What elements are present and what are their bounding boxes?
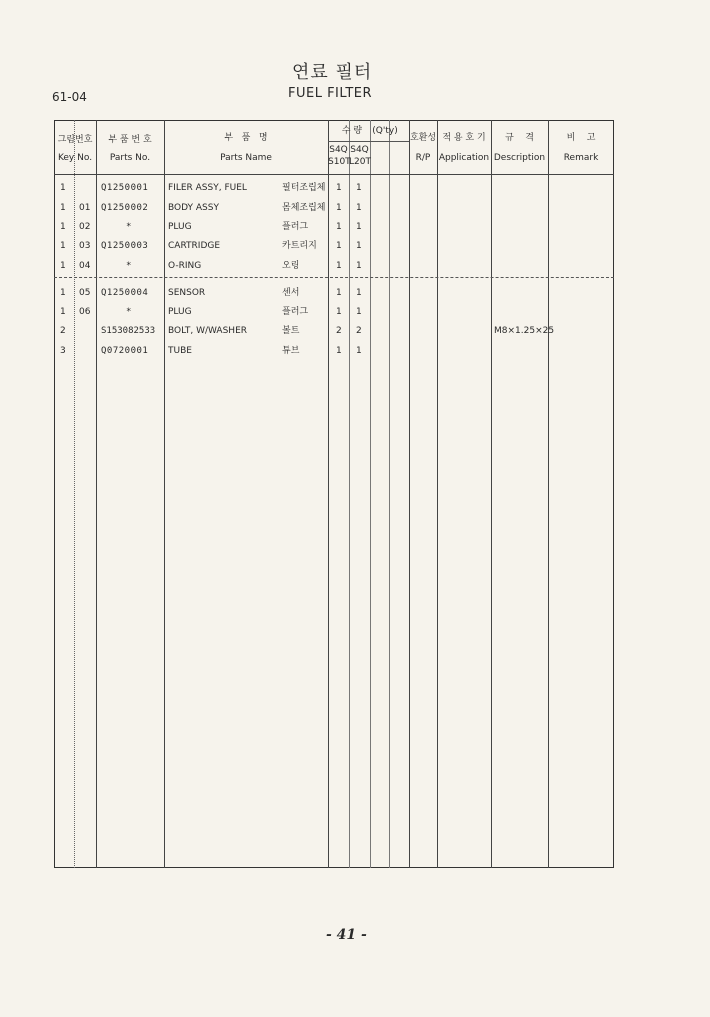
header-key-ko: 그림번호	[57, 135, 93, 145]
row-part-no: Q1250001	[101, 183, 149, 193]
row-qty-b: 1	[356, 261, 362, 271]
row-name-en: BOLT, W/WASHER	[168, 326, 248, 336]
row-name-ko: 튜브	[282, 346, 300, 356]
row-key: 3	[60, 346, 66, 356]
header-partsname-en: Parts Name	[220, 153, 272, 163]
row-qty-a: 1	[336, 241, 342, 251]
row-qty-b: 1	[356, 203, 362, 213]
row-sub: 04	[79, 261, 91, 271]
row-key: 1	[60, 288, 66, 298]
header-app-en: Application	[438, 153, 490, 163]
row-name-en: PLUG	[168, 307, 192, 317]
header-desc-ko: 규 격	[505, 133, 534, 143]
row-qty-b: 1	[356, 288, 362, 298]
row-name-en: SENSOR	[168, 288, 206, 298]
col-divider	[409, 120, 410, 868]
row-name-en: BODY ASSY	[168, 203, 219, 213]
qty-subheader-rule	[328, 141, 409, 142]
header-key-en: Key No.	[57, 153, 93, 163]
row-qty-b: 1	[356, 183, 362, 193]
row-name-ko: 볼트	[282, 326, 300, 336]
row-qty-a: 1	[336, 307, 342, 317]
col-divider	[96, 120, 97, 868]
row-qty-b: 1	[356, 307, 362, 317]
row-key: 1	[60, 222, 66, 232]
header-model-b-top: S4Q	[350, 145, 369, 155]
row-qty-b: 1	[356, 222, 362, 232]
header-remark-ko: 비 고	[566, 133, 596, 143]
row-sub: 03	[79, 241, 91, 251]
row-part-no: S153082533	[101, 326, 156, 336]
header-remark-en: Remark	[563, 153, 599, 163]
row-name-en: TUBE	[168, 346, 192, 356]
header-app-ko: 적 용 호 기	[442, 133, 486, 143]
section-number: 61-04	[52, 90, 87, 104]
row-qty-a: 1	[336, 183, 342, 193]
header-partsno-en: Parts No.	[109, 153, 151, 163]
col-divider	[74, 120, 75, 868]
row-qty-a: 1	[336, 346, 342, 356]
header-desc-en: Description	[493, 153, 546, 163]
row-key: 2	[60, 326, 66, 336]
header-qty-ko: 수 량	[341, 126, 363, 136]
row-key: 1	[60, 241, 66, 251]
row-name-ko: 센서	[282, 288, 300, 298]
page-number: - 41 -	[326, 927, 367, 943]
row-part-no: *	[126, 222, 132, 232]
row-part-no: Q1250003	[101, 241, 149, 251]
row-name-ko: 몸체조립체	[282, 203, 326, 213]
row-desc: M8×1.25×25	[494, 326, 555, 336]
row-name-ko: 플러그	[282, 222, 309, 232]
row-name-ko: 플러그	[282, 307, 309, 317]
row-qty-a: 1	[336, 222, 342, 232]
row-qty-a: 1	[336, 203, 342, 213]
row-qty-b: 1	[356, 241, 362, 251]
col-divider	[491, 120, 492, 868]
row-key: 1	[60, 307, 66, 317]
row-sub: 01	[79, 203, 91, 213]
header-rp-en: R/P	[415, 153, 431, 163]
group-separator	[54, 277, 614, 278]
row-name-ko: 필터조립체	[282, 183, 326, 193]
row-key: 1	[60, 183, 66, 193]
header-rp-ko: 호환성	[409, 133, 437, 143]
row-part-no: *	[126, 307, 132, 317]
row-sub: 02	[79, 222, 91, 232]
row-qty-b: 2	[356, 326, 362, 336]
col-divider	[437, 120, 438, 868]
row-sub: 05	[79, 288, 91, 298]
row-key: 1	[60, 261, 66, 271]
header-model-a-top: S4Q	[329, 145, 348, 155]
parts-table	[54, 120, 614, 868]
row-part-no: *	[126, 261, 132, 271]
header-model-a-bot: S10T	[328, 157, 351, 167]
row-name-en: PLUG	[168, 222, 192, 232]
col-divider	[164, 120, 165, 868]
header-model-b-bot: L20T	[349, 157, 371, 167]
row-key: 1	[60, 203, 66, 213]
row-name-en: O-RING	[168, 261, 202, 271]
row-part-no: Q1250002	[101, 203, 149, 213]
page-title-korean: 연료 필터	[292, 62, 373, 83]
header-partsname-ko: 부 품 명	[224, 133, 268, 143]
row-name-en: CARTRIDGE	[168, 241, 221, 251]
row-name-en: FILER ASSY, FUEL	[168, 183, 247, 193]
header-rule	[54, 174, 614, 175]
col-divider	[328, 120, 329, 868]
header-qty-en: (Q'ty)	[372, 126, 398, 136]
row-part-no: Q0720001	[101, 346, 149, 356]
header-partsno-ko: 부 품 번 호	[108, 135, 152, 145]
row-sub: 06	[79, 307, 91, 317]
row-name-ko: 오링	[282, 261, 300, 271]
col-divider	[349, 120, 350, 868]
col-divider	[548, 120, 549, 868]
row-qty-a: 1	[336, 261, 342, 271]
row-qty-a: 1	[336, 288, 342, 298]
col-divider	[389, 120, 390, 868]
page-title-english: FUEL FILTER	[288, 86, 373, 101]
row-qty-b: 1	[356, 346, 362, 356]
row-part-no: Q1250004	[101, 288, 149, 298]
row-name-ko: 카트리지	[282, 241, 317, 251]
col-divider	[370, 120, 371, 868]
row-qty-a: 2	[336, 326, 342, 336]
